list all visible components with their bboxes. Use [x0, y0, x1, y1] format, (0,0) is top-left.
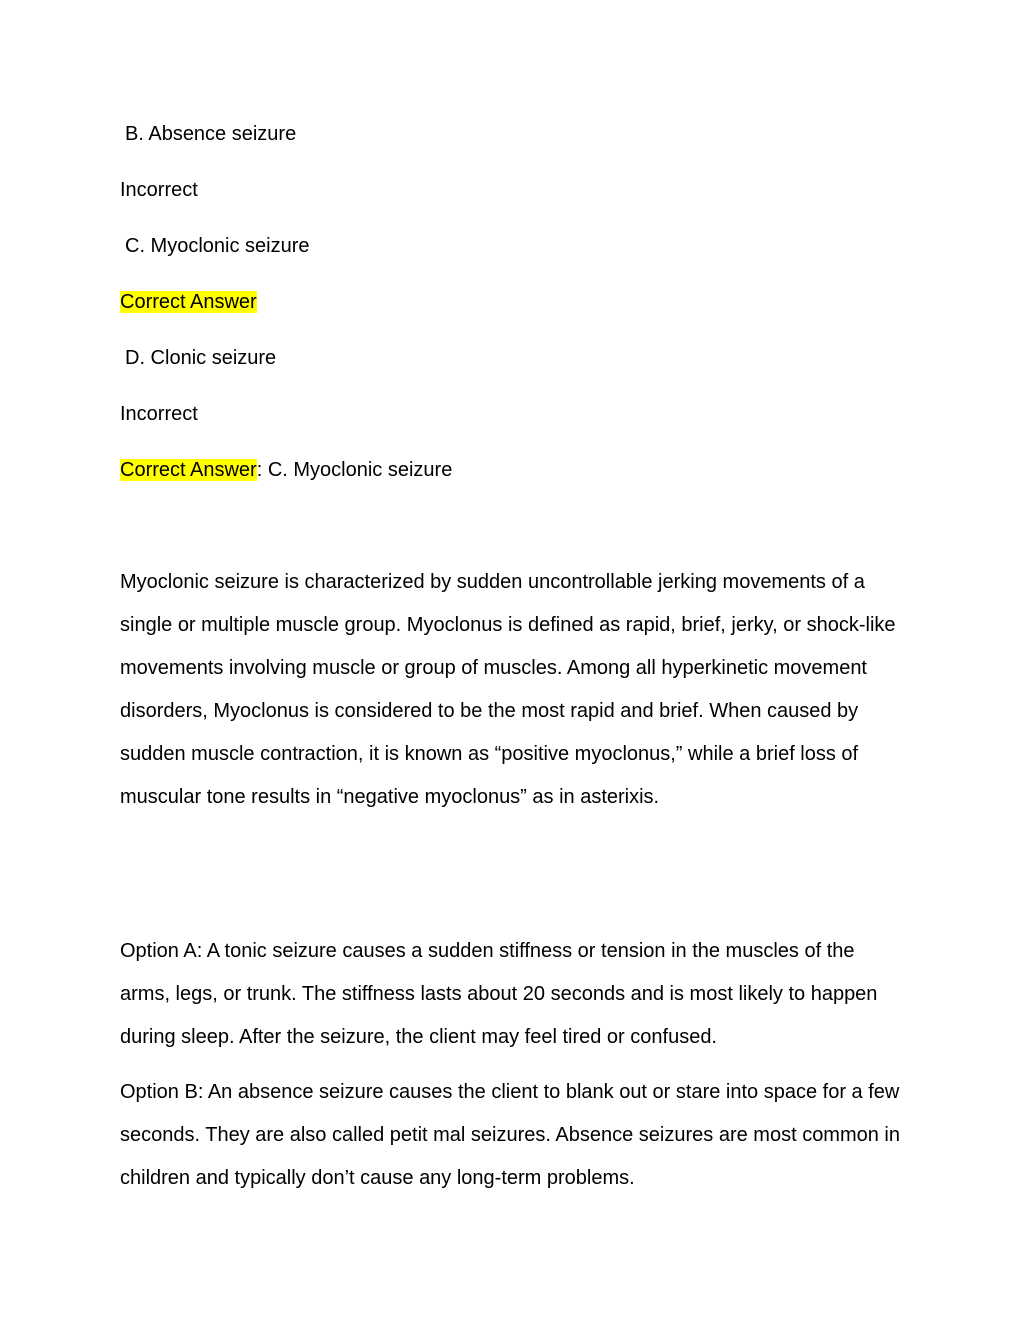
option-d-label: D. Clonic seizure: [125, 347, 277, 369]
answer-line: [120, 456, 452, 484]
option-b-label: B. Absence seizure: [125, 123, 297, 145]
rationale-option-b: Option B: An absence seizure causes the client to blank out or stare into space for a few seconds. They are also called petit mal seizures. Absence seizures are most common in children and typically don’t cause any long-term problems.: [120, 1081, 900, 1189]
option-b-status: Incorrect: [120, 179, 198, 201]
correct-answer-highlight: Correct Answer: [120, 291, 257, 313]
option-d-status: Incorrect: [120, 403, 198, 425]
rationale-option-a: Option A: A tonic seizure causes a sudden stiffness or tension in the muscles of the arms, legs, or trunk. The stiffness lasts about 20 seconds and is most likely to happen during sleep. After the seizure, the client may feel tired or confused.: [120, 940, 878, 1048]
option-c-status: [120, 288, 257, 316]
answer-highlight: Correct Answer: [120, 459, 257, 481]
answer-text: : C. Myoclonic seizure: [256, 459, 453, 481]
option-c-label: C. Myoclonic seizure: [125, 235, 310, 257]
explanation-paragraph: Myoclonic seizure is characterized by sudden uncontrollable jerking movements of a single or multiple muscle group. Myoclonus is defined as rapid, brief, jerky, or shock-like movements involving muscle or group of muscles. Among all hyperkinetic movement disorders, Myoclonus is considered to be the most rapid and brief. When caused by sudden muscle contraction, it is known as “positive myoclonus,” while a brief loss of muscular tone results in “negative myoclonus” as in asterixis.: [120, 571, 896, 808]
